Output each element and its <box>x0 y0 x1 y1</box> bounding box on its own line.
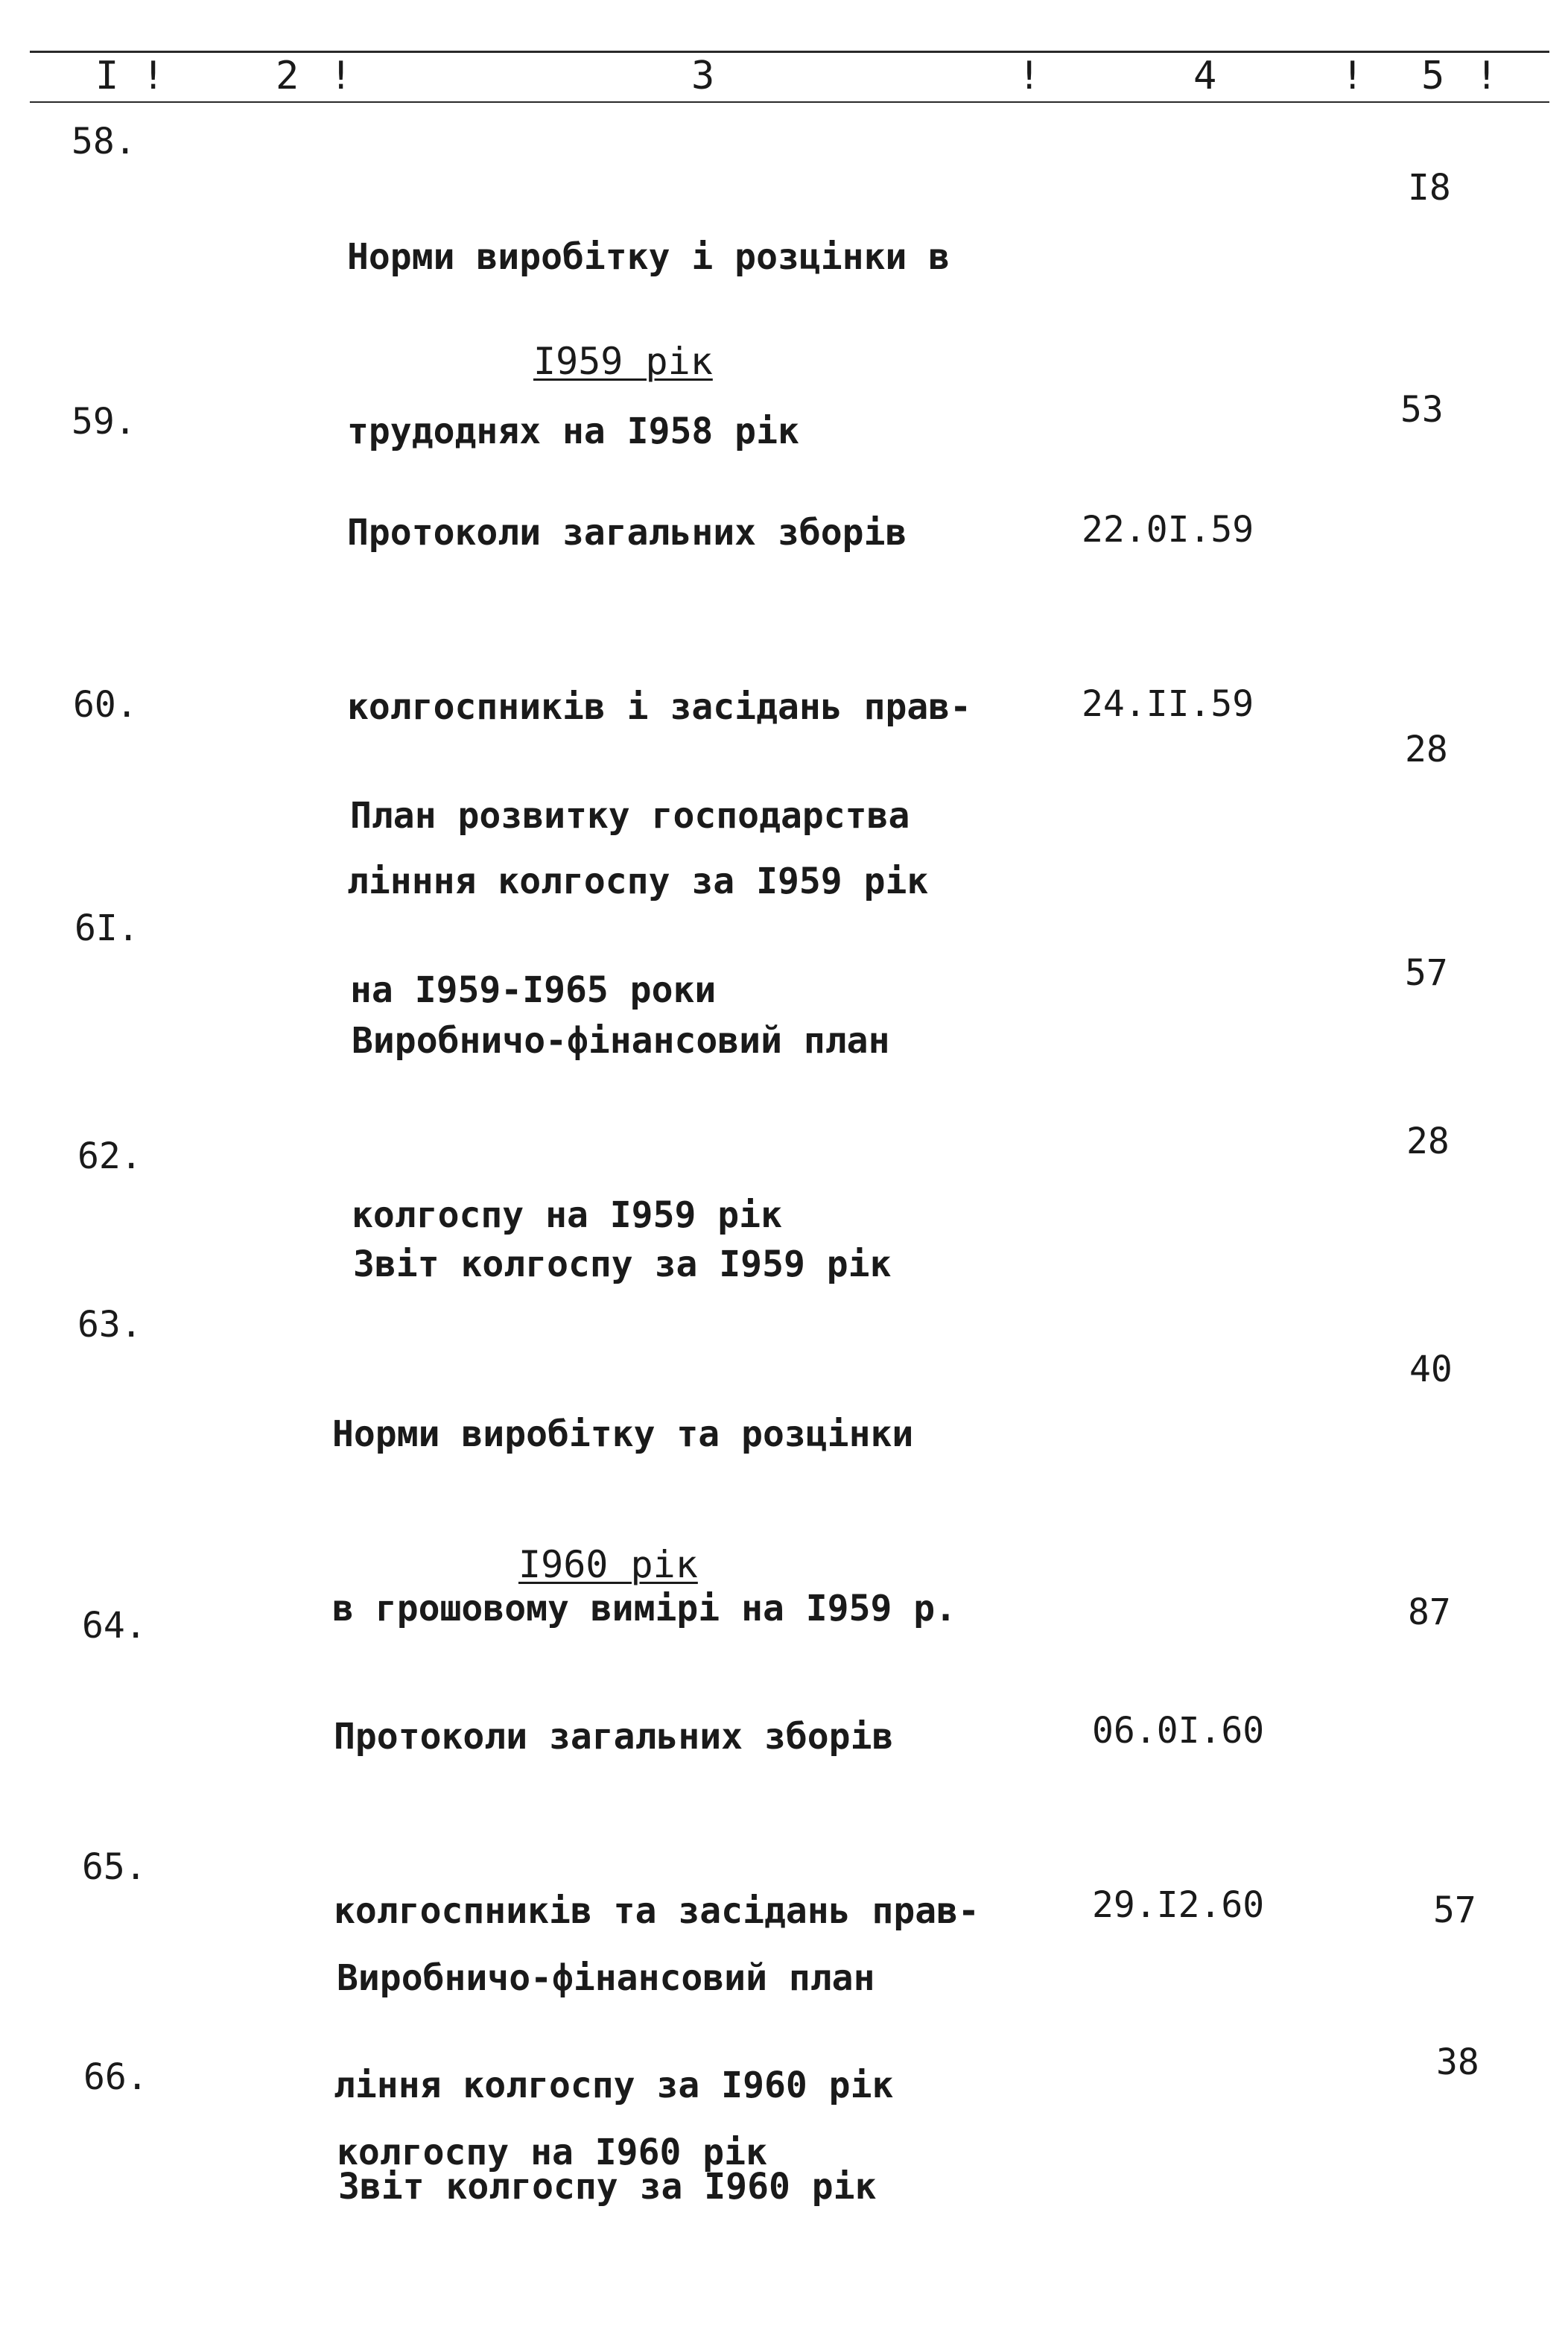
row-sheets: 28 <box>1406 1121 1450 1162</box>
header-sep-4: ! <box>1341 54 1365 98</box>
row-sheets: 53 <box>1400 389 1444 431</box>
row-date-start: 22.0I.59 <box>1082 509 1254 551</box>
row-title-line: Виробничо-фінансовий план <box>337 1957 875 1999</box>
row-title-line: Звіт колгоспу за I960 рік <box>338 2166 877 2208</box>
row-dates <box>1092 1585 1264 2050</box>
row-title-line: на I959-I965 роки <box>350 969 717 1011</box>
header-bottom-rule <box>30 101 1549 103</box>
row-number: 59. <box>72 401 136 443</box>
row-title-line: трудоднях на I958 рік <box>347 411 799 452</box>
row-number: 6I. <box>74 907 139 949</box>
row-title-line: колгоспників та засідань прав- <box>334 1890 980 1932</box>
row-sheets: 57 <box>1405 952 1448 994</box>
row-title <box>338 2041 876 2332</box>
row-title-line: Норми виробітку та розцінки <box>332 1413 914 1455</box>
row-title-line: колгоспу на I960 рік <box>337 2132 767 2173</box>
row-title-line: План розвитку господарства <box>350 795 910 837</box>
row-number: 62. <box>77 1135 142 1177</box>
row-title-line: ління колгоспу за I960 рік <box>334 2065 894 2106</box>
row-sheets: 40 <box>1409 1349 1453 1390</box>
header-sep-3: ! <box>1018 54 1041 98</box>
row-sheets: 28 <box>1405 729 1448 770</box>
header-col-4: 4 <box>1193 54 1217 98</box>
row-date-start: 06.0I.60 <box>1092 1710 1265 1752</box>
row-number: 63. <box>77 1304 142 1346</box>
row-sheets: 87 <box>1408 1591 1451 1633</box>
header-col-3: 3 <box>691 54 715 98</box>
row-title-line: колгоспу на I959 рік <box>352 1194 782 1236</box>
row-title-line: Протоколи загальних зборів <box>347 512 907 554</box>
row-sheets: I8 <box>1408 167 1451 209</box>
header-col-2: 2 <box>276 54 299 98</box>
row-date-end: 24.II.59 <box>1082 683 1254 725</box>
row-number: 66. <box>83 2056 148 2098</box>
row-sheets: 57 <box>1433 1889 1476 1931</box>
row-title-line: колгоспників і засідань прав- <box>347 686 972 728</box>
header-sep-2: ! <box>329 54 353 98</box>
row-title-line: Виробничо-фінансовий план <box>352 1020 890 1062</box>
header-top-rule <box>30 51 1549 53</box>
row-number: 60. <box>73 684 138 726</box>
header-sep-5: ! <box>1475 54 1499 98</box>
row-title-line: Звіт колгоспу за I959 рік <box>353 1243 892 1285</box>
row-title-line: в грошовому вимірі на I959 р. <box>332 1588 957 1629</box>
row-number: 64. <box>82 1605 147 1647</box>
section-year-1960: I960 рік <box>518 1543 698 1586</box>
row-title-line: лінння колгоспу за I959 рік <box>347 861 929 902</box>
header-sep-1: ! <box>142 54 165 98</box>
row-title-line: Норми виробітку і розцінки в <box>347 236 950 278</box>
section-year-1959: I959 рік <box>533 340 713 383</box>
row-title-line: Протоколи загальних зборів <box>334 1716 894 1758</box>
row-number: 65. <box>82 1846 147 1888</box>
row-date-end: 29.I2.60 <box>1092 1884 1265 1926</box>
row-sheets: 38 <box>1436 2041 1479 2083</box>
header-col-5: 5 <box>1421 54 1445 98</box>
header-col-1: I <box>95 54 119 98</box>
row-number: 58. <box>72 121 136 162</box>
row-dates <box>1082 384 1254 849</box>
